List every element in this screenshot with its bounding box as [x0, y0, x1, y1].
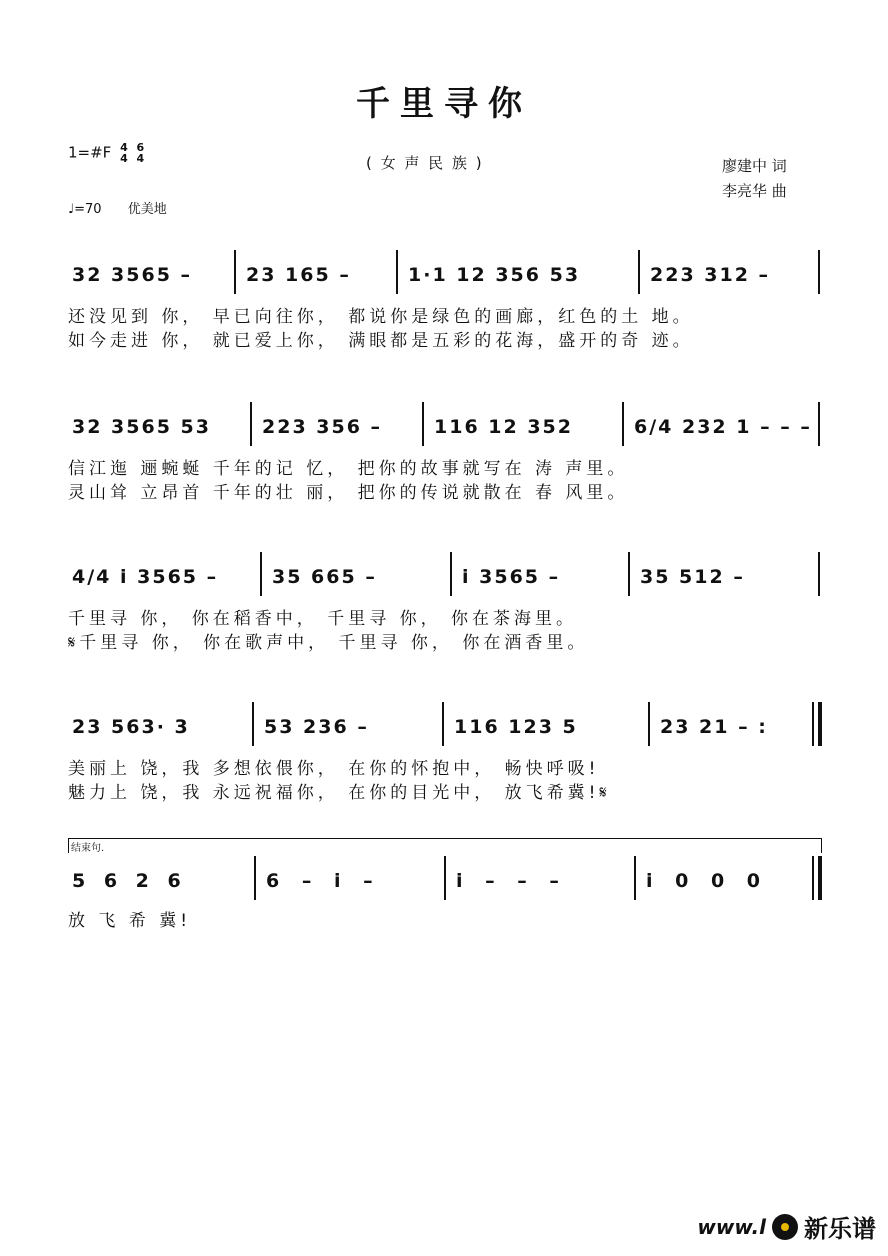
barline	[634, 856, 636, 900]
measure: i 0 0 0	[646, 870, 769, 892]
barline	[444, 856, 446, 900]
barline	[254, 856, 256, 900]
measure: 23 165 –	[246, 264, 351, 286]
staff-line-1	[68, 250, 820, 300]
subtitle: ( 女 声 民 族 )	[366, 154, 484, 172]
measure: 4/4 i 3565 –	[72, 566, 219, 588]
barline	[396, 250, 398, 294]
barline	[450, 552, 452, 596]
staff-line-4	[68, 702, 820, 752]
barline	[638, 250, 640, 294]
lyric-verse-2: 灵山耸 立昂首 千年的壮 丽， 把你的传说就散在 春 风里。	[68, 483, 629, 503]
measure: 116 12 352	[434, 416, 573, 438]
ending-label: 结束句.	[71, 843, 105, 854]
barline	[818, 552, 820, 596]
tempo-mark: ♩=70	[68, 202, 102, 217]
composer: 李亮华 曲	[722, 182, 787, 200]
measure: 32 3565 –	[72, 264, 193, 286]
lyric-verse-1: 信江迤 逦蜿蜒 千年的记 忆， 把你的故事就写在 涛 声里。	[68, 459, 629, 479]
measure: 35 512 –	[640, 566, 745, 588]
final-barline	[812, 856, 814, 900]
repeat-end-barline	[818, 702, 822, 746]
ending-lyric: 放 飞 希 冀!	[68, 911, 192, 931]
lyric-verse-2: 如今走进 你， 就已爱上你， 满眼都是五彩的花海，盛开的奇 迹。	[68, 331, 694, 351]
vinyl-disc-icon	[772, 1214, 798, 1240]
measure: 53 236 –	[264, 716, 369, 738]
ending-bracket	[68, 838, 822, 853]
tempo-line	[68, 198, 167, 217]
barline	[250, 402, 252, 446]
measure: 1·1 12 356 53	[408, 264, 581, 286]
final-barline-thick	[818, 856, 822, 900]
barline	[422, 402, 424, 446]
measure: i – – –	[456, 870, 567, 892]
measure: 5 6 2 6	[72, 870, 187, 892]
key-meter	[68, 142, 144, 164]
barline	[260, 552, 262, 596]
barline	[442, 702, 444, 746]
lyric-verse-2: 魅力上 饶，我 永远祝福你， 在你的目光中， 放飞希冀!𝄋	[68, 783, 611, 803]
measure: 35 665 –	[272, 566, 377, 588]
barline	[234, 250, 236, 294]
measure: 23 21 – :	[660, 716, 768, 738]
barline	[818, 250, 820, 294]
meter-6-4: 6 4	[136, 141, 145, 165]
barline	[622, 402, 624, 446]
key-signature: 1=#F	[68, 143, 112, 162]
measure: 223 312 –	[650, 264, 771, 286]
barline	[628, 552, 630, 596]
lyricist: 廖建中 词	[722, 157, 787, 175]
staff-line-3	[68, 552, 820, 602]
measure: 223 356 –	[262, 416, 383, 438]
measure: 32 3565 53	[72, 416, 211, 438]
site-watermark	[697, 1209, 876, 1244]
measure: i 3565 –	[462, 566, 561, 588]
measure: 23 563· 3	[72, 716, 190, 738]
staff-ending	[68, 856, 820, 906]
lyric-verse-2: 𝄋千里寻 你， 你在歌声中， 千里寻 你， 你在酒香里。	[68, 633, 589, 653]
barline	[648, 702, 650, 746]
meter-4-4: 4 4	[120, 141, 128, 165]
score-title: 千里寻你	[356, 84, 532, 124]
watermark-url: www.l	[697, 1214, 766, 1239]
barline	[812, 702, 814, 746]
measure: 6 – i –	[266, 870, 381, 892]
barline	[252, 702, 254, 746]
lyric-verse-1: 千里寻 你， 你在稻香中， 千里寻 你， 你在茶海里。	[68, 609, 578, 629]
barline	[818, 402, 820, 446]
expression-mark: 优美地	[127, 202, 167, 217]
watermark-name: 新乐谱	[804, 1215, 876, 1243]
measure: 6/4 232 1 – – –	[634, 416, 812, 438]
lyric-verse-1: 美丽上 饶，我 多想依偎你， 在你的怀抱中， 畅快呼吸!	[68, 759, 600, 779]
lyric-verse-1: 还没见到 你， 早已向往你， 都说你是绿色的画廊，红色的土 地。	[68, 307, 694, 327]
measure: 116 123 5	[454, 716, 578, 738]
staff-line-2	[68, 402, 820, 452]
